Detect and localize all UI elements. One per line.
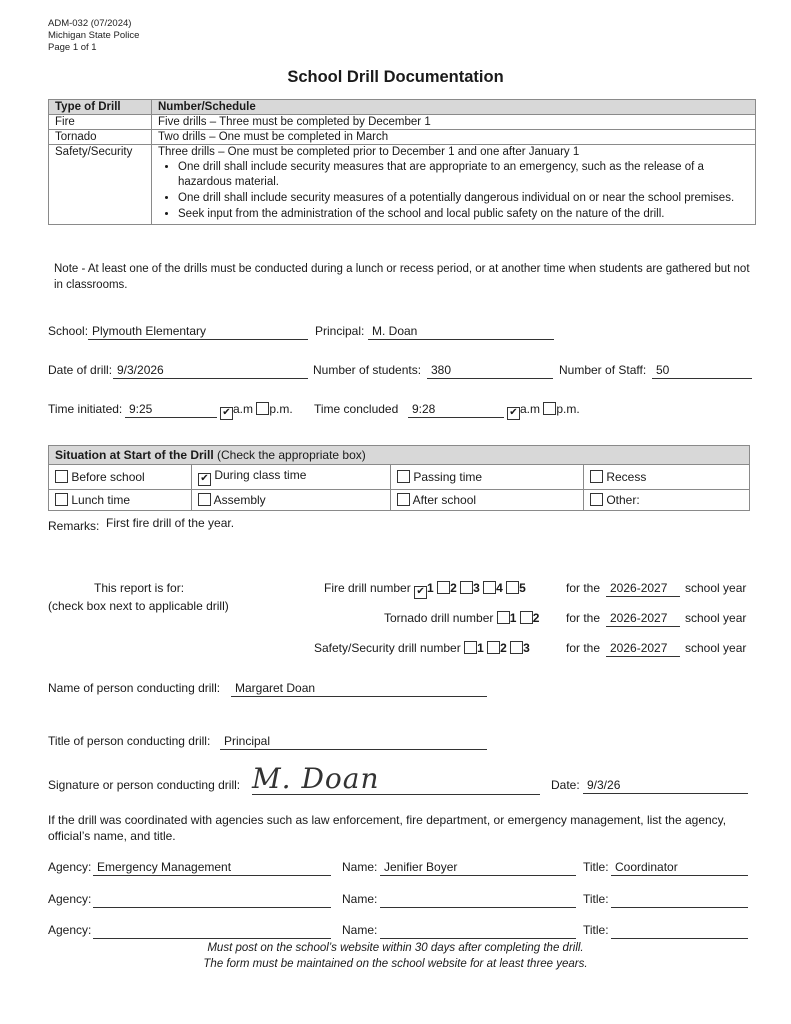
- school-year-label: school year: [685, 611, 747, 625]
- form-id: ADM-032 (07/2024): [48, 18, 132, 29]
- title-1-field[interactable]: Coordinator: [611, 860, 748, 876]
- column-header-type: Type of Drill: [49, 100, 152, 115]
- security-drill-label: Safety/Security drill number: [314, 641, 461, 655]
- title-3-field[interactable]: [611, 923, 748, 939]
- school-label: School:: [48, 324, 89, 338]
- signature: M. Doan: [252, 762, 380, 795]
- table-header-row: [49, 446, 750, 465]
- drill-type: Fire: [49, 115, 152, 130]
- conductor-name-field[interactable]: Margaret Doan: [231, 681, 487, 697]
- drill-schedule-cell: [152, 145, 756, 225]
- remarks-field[interactable]: First fire drill of the year.: [106, 516, 235, 530]
- number-label: 4: [496, 581, 503, 595]
- number-label: 2: [532, 611, 540, 625]
- tornado-drill-2-checkbox[interactable]: [520, 611, 533, 624]
- security-drill-3-checkbox[interactable]: [510, 641, 523, 654]
- checkbox[interactable]: [590, 493, 603, 506]
- fire-drill-row: [324, 581, 526, 599]
- fire-drill-4-checkbox[interactable]: [483, 581, 496, 594]
- table-row-security: [49, 145, 756, 225]
- for-the-label: for the: [566, 641, 601, 655]
- number-label: 1: [427, 581, 434, 595]
- page-title: School Drill Documentation: [287, 68, 504, 86]
- option-label: Assembly: [213, 493, 266, 507]
- drill-schedule: Three drills – One must be completed prior to December 1 and one after January 1: [158, 146, 580, 158]
- drill-schedule: Two drills – One must be completed in March: [152, 130, 756, 145]
- number-label: 3: [473, 581, 480, 595]
- option-recess[interactable]: [584, 465, 750, 490]
- school-field[interactable]: Plymouth Elementary: [88, 324, 308, 340]
- pm-label: p.m.: [269, 402, 293, 416]
- title-2-field[interactable]: [611, 892, 748, 908]
- checkbox[interactable]: [590, 470, 603, 483]
- conductor-title-field[interactable]: Principal: [220, 734, 487, 750]
- form-header: [48, 18, 139, 54]
- tornado-drill-1-checkbox[interactable]: [497, 611, 510, 624]
- option-label: Passing time: [413, 470, 483, 484]
- number-label: 2: [450, 581, 457, 595]
- number-label: 5: [519, 581, 526, 595]
- time-concluded-meridiem: [507, 402, 580, 420]
- agency-label: Agency:: [48, 923, 92, 937]
- fire-year-field[interactable]: 2026-2027: [606, 581, 680, 597]
- title-label: Title:: [583, 923, 609, 937]
- situation-header-hint: (Check the appropriate box): [217, 448, 366, 462]
- fire-drill-5-checkbox[interactable]: [506, 581, 519, 594]
- table-row: [49, 465, 750, 490]
- principal-label: Principal:: [315, 324, 365, 338]
- checkbox[interactable]: ✔: [198, 473, 211, 486]
- checkbox[interactable]: [198, 493, 211, 506]
- table-row-tornado: [49, 130, 756, 145]
- coordination-instructions: If the drill was coordinated with agencies such as law enforcement, fire department, or emergency management, list the agency, official’s name, and title.: [48, 813, 727, 843]
- conductor-title-label: Title of person conducting drill:: [48, 734, 211, 748]
- number-label: 1: [509, 611, 517, 625]
- option-label: Lunch time: [71, 493, 131, 507]
- students-field[interactable]: 380: [427, 363, 553, 379]
- drill-schedule-table: [48, 99, 756, 225]
- issuing-agency: Michigan State Police: [48, 30, 140, 41]
- column-header-schedule: Number/Schedule: [152, 100, 756, 115]
- fire-drill-3-checkbox[interactable]: [460, 581, 473, 594]
- for-the-label: for the: [566, 581, 601, 595]
- checkbox[interactable]: [397, 470, 410, 483]
- students-label: Number of students:: [313, 363, 422, 377]
- option-lunch-time[interactable]: [49, 490, 192, 511]
- security-requirements-list: [158, 160, 749, 222]
- option-during-class[interactable]: [192, 465, 391, 490]
- signature-field[interactable]: [252, 762, 540, 795]
- am-label: a.m: [233, 402, 254, 416]
- signature-date-field[interactable]: 9/3/26: [583, 778, 748, 794]
- fire-drill-1-checkbox[interactable]: ✔: [414, 586, 427, 599]
- pm-checkbox[interactable]: [543, 402, 556, 415]
- agency-2-field[interactable]: [93, 892, 331, 908]
- am-label: a.m: [520, 402, 541, 416]
- tornado-drill-row: [384, 611, 539, 625]
- table-row-fire: [49, 115, 756, 130]
- option-label: During class time: [214, 468, 307, 482]
- option-before-school[interactable]: [49, 465, 192, 490]
- signature-label: Signature or person conducting drill:: [48, 778, 241, 792]
- time-initiated-meridiem: [220, 402, 293, 420]
- pm-label: p.m.: [556, 402, 580, 416]
- tornado-year-field[interactable]: 2026-2027: [606, 611, 680, 627]
- option-assembly[interactable]: [192, 490, 391, 511]
- security-drill-2-checkbox[interactable]: [487, 641, 500, 654]
- drill-type: Safety/Security: [49, 145, 152, 225]
- number-label: 1: [477, 641, 484, 655]
- situation-header: [49, 446, 750, 465]
- table-row: [49, 490, 750, 511]
- security-drill-1-checkbox[interactable]: [464, 641, 477, 654]
- fire-drill-label: Fire drill number: [324, 581, 411, 595]
- agency-label: Agency:: [48, 892, 92, 906]
- option-label: Before school: [71, 470, 145, 484]
- name-label: Name:: [342, 923, 378, 937]
- table-header-row: [49, 100, 756, 115]
- checkbox[interactable]: [55, 493, 68, 506]
- name-1-field[interactable]: Jenifier Boyer: [380, 860, 576, 876]
- remarks-label: Remarks:: [48, 519, 100, 533]
- posting-requirements: [0, 940, 791, 972]
- situation-table: [48, 445, 750, 511]
- school-year-label: school year: [685, 581, 747, 595]
- staff-label: Number of Staff:: [559, 363, 647, 377]
- option-label: Recess: [606, 470, 647, 484]
- name-label: Name:: [342, 860, 378, 874]
- security-year-field[interactable]: 2026-2027: [606, 641, 680, 657]
- number-label: 2: [500, 641, 507, 655]
- checkbox[interactable]: [55, 470, 68, 483]
- option-label: Other:: [606, 493, 640, 507]
- list-item: • Seek input from the administration of the school and local public safety on the nature of the drill.: [178, 207, 749, 222]
- am-checkbox[interactable]: ✔: [507, 407, 520, 420]
- option-other[interactable]: [584, 490, 750, 511]
- time-initiated-label: Time initiated:: [48, 402, 123, 416]
- drill-schedule: Five drills – Three must be completed by December 1: [152, 115, 756, 130]
- option-label: After school: [412, 493, 477, 507]
- list-item: • One drill shall include security measures of a potentially dangerous individual on or near the school premises.: [178, 191, 749, 206]
- drill-type: Tornado: [49, 130, 152, 145]
- fire-drill-2-checkbox[interactable]: [437, 581, 450, 594]
- conductor-name-label: Name of person conducting drill:: [48, 681, 221, 695]
- date-of-drill-field[interactable]: 9/3/2026: [113, 363, 308, 379]
- agency-3-field[interactable]: [93, 923, 331, 939]
- time-initiated-field[interactable]: 9:25: [125, 402, 217, 418]
- situation-header-bold: Situation at Start of the Drill: [55, 448, 214, 462]
- title-label: Title:: [583, 892, 609, 906]
- date-of-drill-label: Date of drill:: [48, 363, 113, 377]
- name-2-field[interactable]: [380, 892, 576, 908]
- time-concluded-field[interactable]: 9:28: [408, 402, 504, 418]
- list-item: • One drill shall include security measures that are appropriate to an emergency, such as the release of a hazardous material.: [178, 160, 749, 190]
- option-after-school[interactable]: [391, 490, 584, 511]
- agency-1-field[interactable]: Emergency Management: [93, 860, 331, 876]
- page-number: Page 1 of 1: [48, 42, 97, 53]
- security-drill-row: [314, 641, 530, 655]
- checkbox[interactable]: [397, 493, 410, 506]
- tornado-drill-label: Tornado drill number: [384, 611, 494, 625]
- lunch-recess-note: Note - At least one of the drills must be conducted during a lunch or recess period, or at another time when students are gathered but not in classrooms.: [54, 263, 750, 291]
- am-checkbox[interactable]: ✔: [220, 407, 233, 420]
- report-for-label: This report is for:: [94, 581, 185, 595]
- footer-line: The form must be maintained on the school website for at least three years.: [203, 958, 588, 970]
- school-year-label: school year: [685, 641, 747, 655]
- staff-field[interactable]: 50: [652, 363, 752, 379]
- report-for-hint: (check box next to applicable drill): [48, 599, 229, 613]
- pm-checkbox[interactable]: [256, 402, 269, 415]
- agency-label: Agency:: [48, 860, 92, 874]
- footer-line: Must post on the school’s website within 30 days after completing the drill.: [207, 942, 584, 954]
- for-the-label: for the: [566, 611, 601, 625]
- name-3-field[interactable]: [380, 923, 576, 939]
- signature-date-label: Date:: [551, 778, 580, 792]
- number-label: 3: [523, 641, 530, 655]
- principal-field[interactable]: M. Doan: [368, 324, 554, 340]
- time-concluded-label: Time concluded: [314, 402, 399, 416]
- name-label: Name:: [342, 892, 378, 906]
- option-passing-time[interactable]: [391, 465, 584, 490]
- title-label: Title:: [583, 860, 609, 874]
